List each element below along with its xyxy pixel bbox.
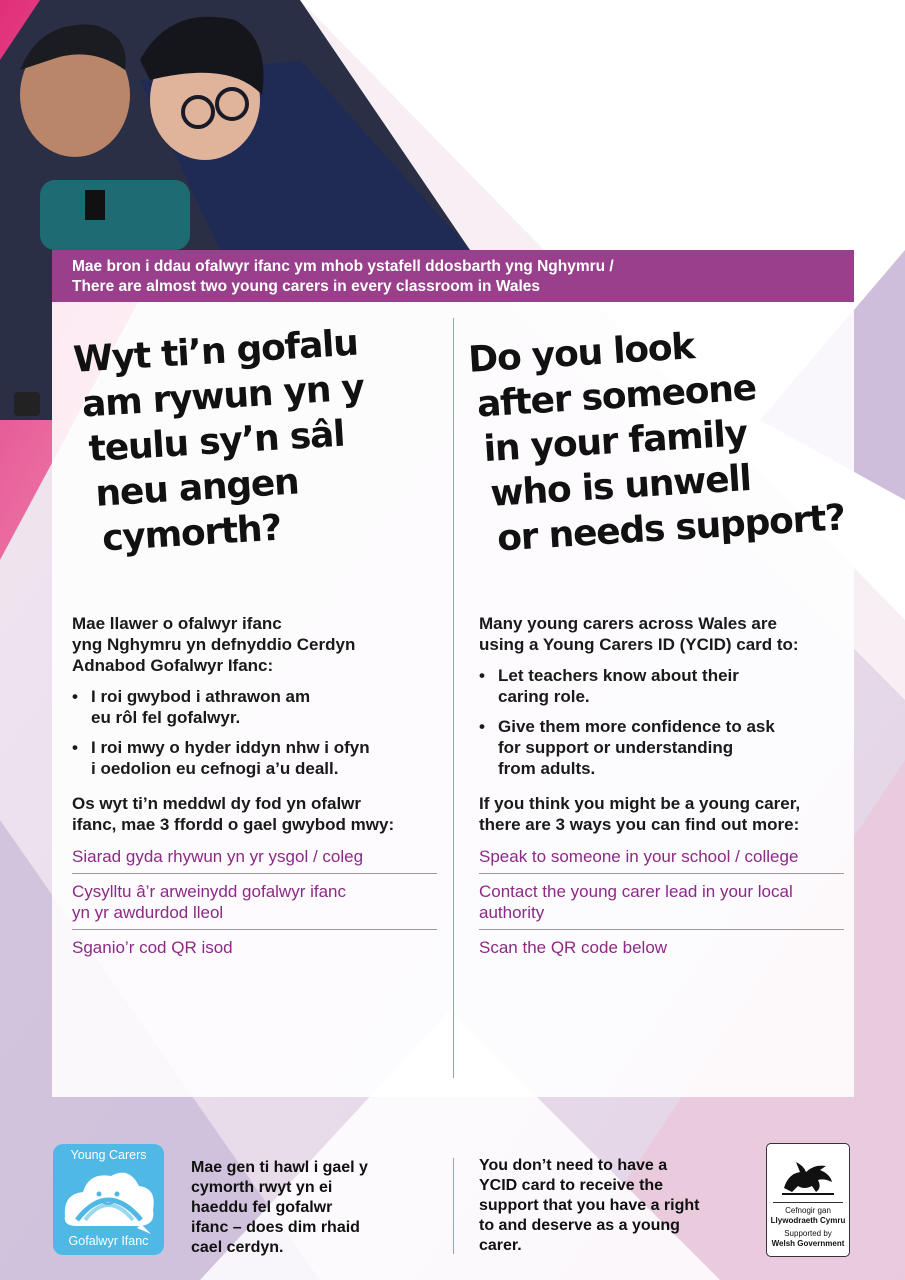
list-item: Sganio’r cod QR isod <box>72 938 233 957</box>
column-divider <box>453 318 454 1078</box>
welsh-ways-intro: Os wyt ti’n meddwl dy fod yn ofalwr ifanc, mae 3 ffordd o gael gwybod mwy: <box>72 794 395 834</box>
list-item: Cysylltu â’r arweinydd gofalwyr ifanc yn yr awdurdod lleol <box>72 874 437 930</box>
list-item: • I roi mwy o hyder iddyn nhw i ofyn i oedolion eu cefnogi a’u deall. <box>72 737 437 779</box>
welsh-government-logo: Cefnogir gan Llywodraeth Cymru Supported by Welsh Government <box>766 1143 850 1257</box>
welsh-ways-list <box>72 839 437 964</box>
english-ways-intro: If you think you might be a young carer, there are 3 ways you can find out more: <box>479 794 801 834</box>
english-column <box>467 302 846 964</box>
banner-line-english: There are almost two young carers in every classroom in Wales <box>72 278 541 295</box>
english-ways-list <box>479 839 844 964</box>
list-item: Scan the QR code below <box>479 938 668 957</box>
english-footer-text: You don’t need to have a YCID card to receive the support that you have a right to and deserve as a young carer. <box>479 1157 700 1254</box>
welsh-bullet-list <box>72 686 437 779</box>
welsh-headline: Wyt ti’n gofalu am rywun yn y teulu sy’n sâl neu angen cymorth? <box>72 322 365 560</box>
dragon-icon <box>778 1152 838 1198</box>
english-headline: Do you look after someone in your family who is unwell or needs support? <box>467 326 846 560</box>
english-intro: Many young carers across Wales are using a Young Carers ID (YCID) card to: <box>479 614 799 654</box>
young-carers-logo: Young Carers Gofalwyr Ifanc <box>53 1144 164 1255</box>
banner-line-welsh: Mae bron i ddau ofalwyr ifanc ym mhob ystafell ddosbarth yng Nghymru / <box>72 258 614 275</box>
welsh-column <box>72 302 437 964</box>
list-item: Speak to someone in your school / college <box>479 839 844 874</box>
list-item: • Give them more confidence to ask for support or understanding from adults. <box>479 716 844 779</box>
english-bullet-list <box>479 665 844 779</box>
welsh-intro: Mae llawer o ofalwyr ifanc yng Nghymru yn defnyddio Cerdyn Adnabod Gofalwyr Ifanc: <box>72 614 356 675</box>
list-item: • I roi gwybod i athrawon am eu rôl fel gofalwyr. <box>72 686 437 728</box>
welsh-footer-text: Mae gen ti hawl i gael y cymorth rwyt yn ei haeddu fel gofalwr ifanc – does dim rhaid cael cerdyn. <box>191 1159 368 1256</box>
list-item: Contact the young carer lead in your local authority <box>479 874 844 930</box>
statistic-banner <box>52 250 854 302</box>
list-item: Siarad gyda rhywun yn yr ysgol / coleg <box>72 839 437 874</box>
list-item: • Let teachers know about their caring role. <box>479 665 844 707</box>
footer-divider <box>453 1158 454 1254</box>
